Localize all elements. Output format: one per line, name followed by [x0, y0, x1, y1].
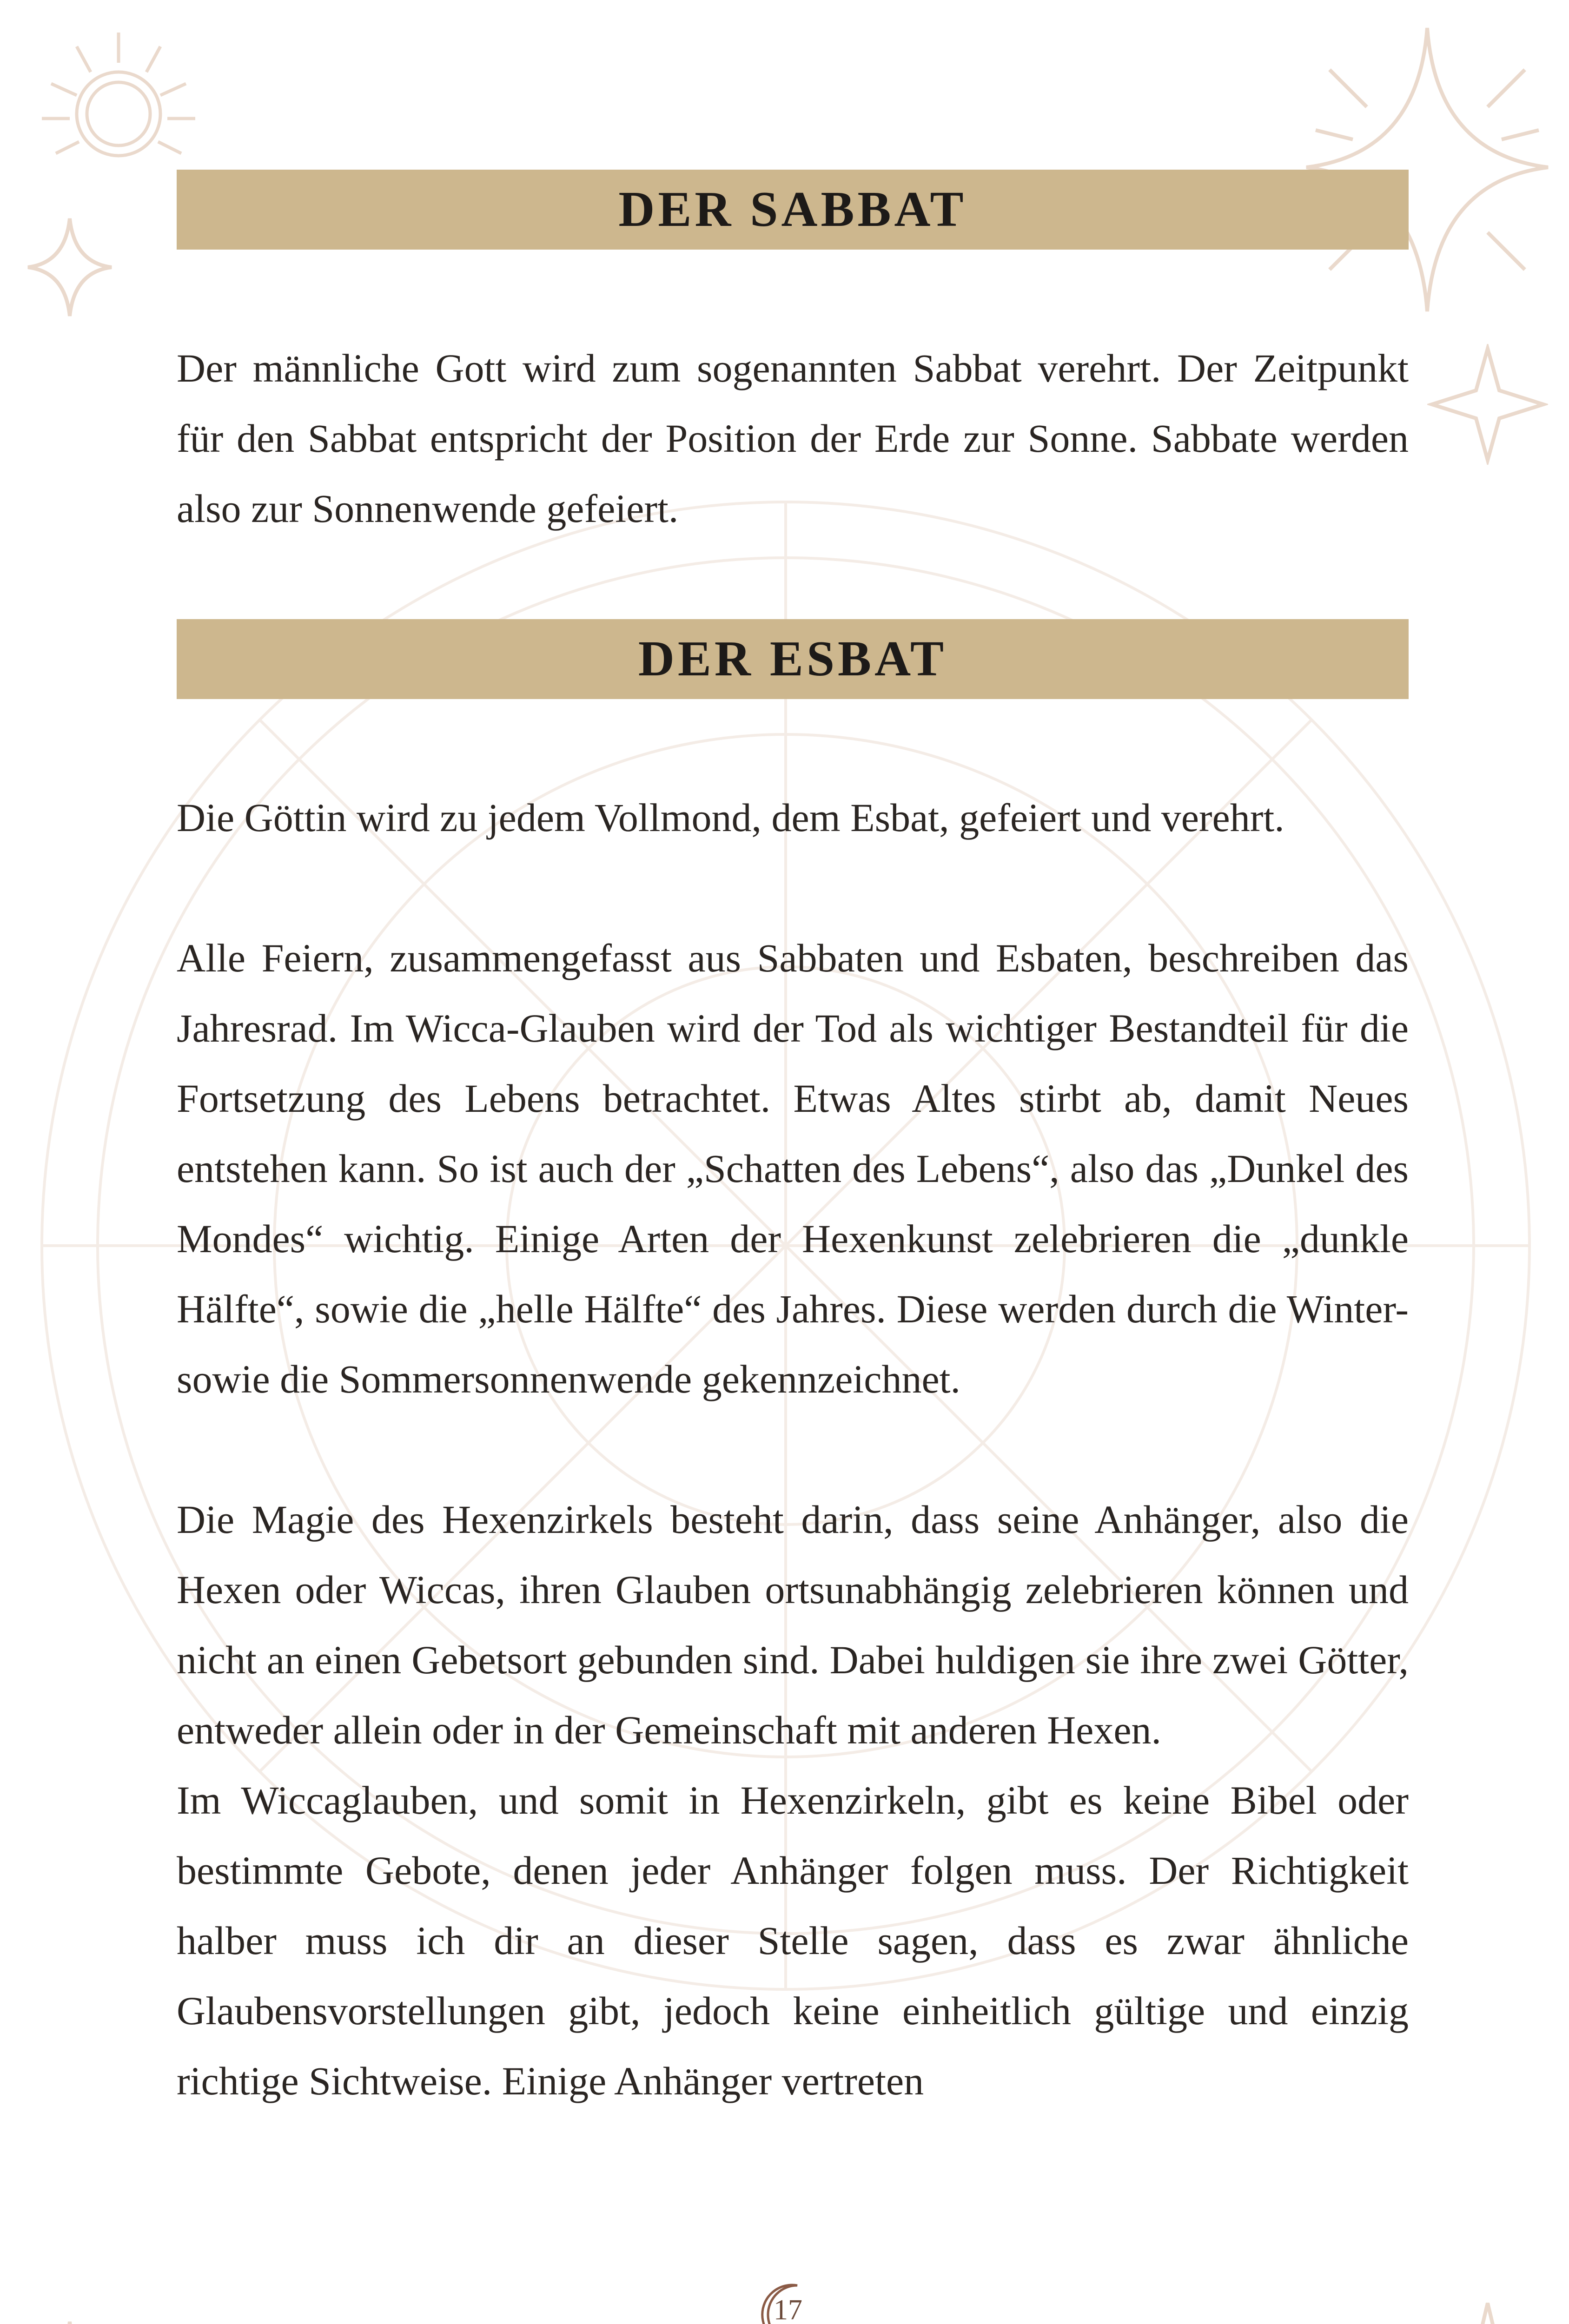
page-content: [177, 170, 1409, 2116]
section-heading-bar: [177, 619, 1409, 699]
sparkle-star-icon: [1425, 2298, 1550, 2324]
sparkle-star-icon: [19, 2317, 121, 2324]
section-heading: DER SABBAT: [618, 182, 967, 237]
sparkle-star-icon: [23, 214, 116, 321]
sun-icon: [37, 19, 200, 181]
paragraph: Der männliche Gott wird zum sogenannten Sabbat verehrt. Der Zeitpunkt für den Sabbat entspricht der Position der Erde zur Sonne. Sabbate werden also zur Sonnenwende gefeiert.: [177, 346, 1409, 531]
paragraph: Die Magie des Hexenzirkels besteht darin, dass seine Anhänger, also die Hexen oder Wiccas, ihren Glauben ortsunabhängig zelebrieren können und nicht an einen Gebetsort gebunden sind. Dabei huldigen sie ihre zwei Götter, entweder allein oder in der Gemeinschaft mit anderen Hexen.: [177, 1497, 1409, 1752]
paragraph: Im Wiccaglauben, und somit in Hexenzirkeln, gibt es keine Bibel oder bestimmte Gebote, denen jeder Anhänger folgen muss. Der Richtigkeit halber muss ich dir an dieser Stelle sagen, dass es zwar ähnliche Glaubensvorstellungen gibt, jedoch keine einheitlich gültige und einzig richtige Sichtweise. Einige Anhänger vertreten: [177, 1778, 1409, 2103]
section-heading: DER ESBAT: [638, 631, 947, 687]
page-number-text: 17: [774, 2294, 802, 2324]
paragraph: Alle Feiern, zusammengefasst aus Sabbaten und Esbaten, beschreiben das Jahresrad. Im Wicca-Glauben wird der Tod als wichtiger Bestandteil für die Fortsetzung des Lebens betrachtet. Etwas Altes stirbt ab, damit Neues entstehen kann. So ist auch der „Schatten des Lebens“, also das „Dunkel des Mondes“ wichtig. Einige Arten der Hexenkunst zelebrieren die „dunkle Hälfte“, sowie die „helle Hälfte“ des Jahres. Diese werden durch die Winter- sowie die Sommersonnenwende gekennzeichnet.: [177, 936, 1409, 1401]
paragraph: Die Göttin wird zu jedem Vollmond, dem Esbat, gefeiert und verehrt.: [177, 795, 1284, 840]
sparkle-star-icon: [1427, 344, 1548, 465]
page-number: [753, 2280, 823, 2324]
section-heading-bar: [177, 170, 1409, 250]
